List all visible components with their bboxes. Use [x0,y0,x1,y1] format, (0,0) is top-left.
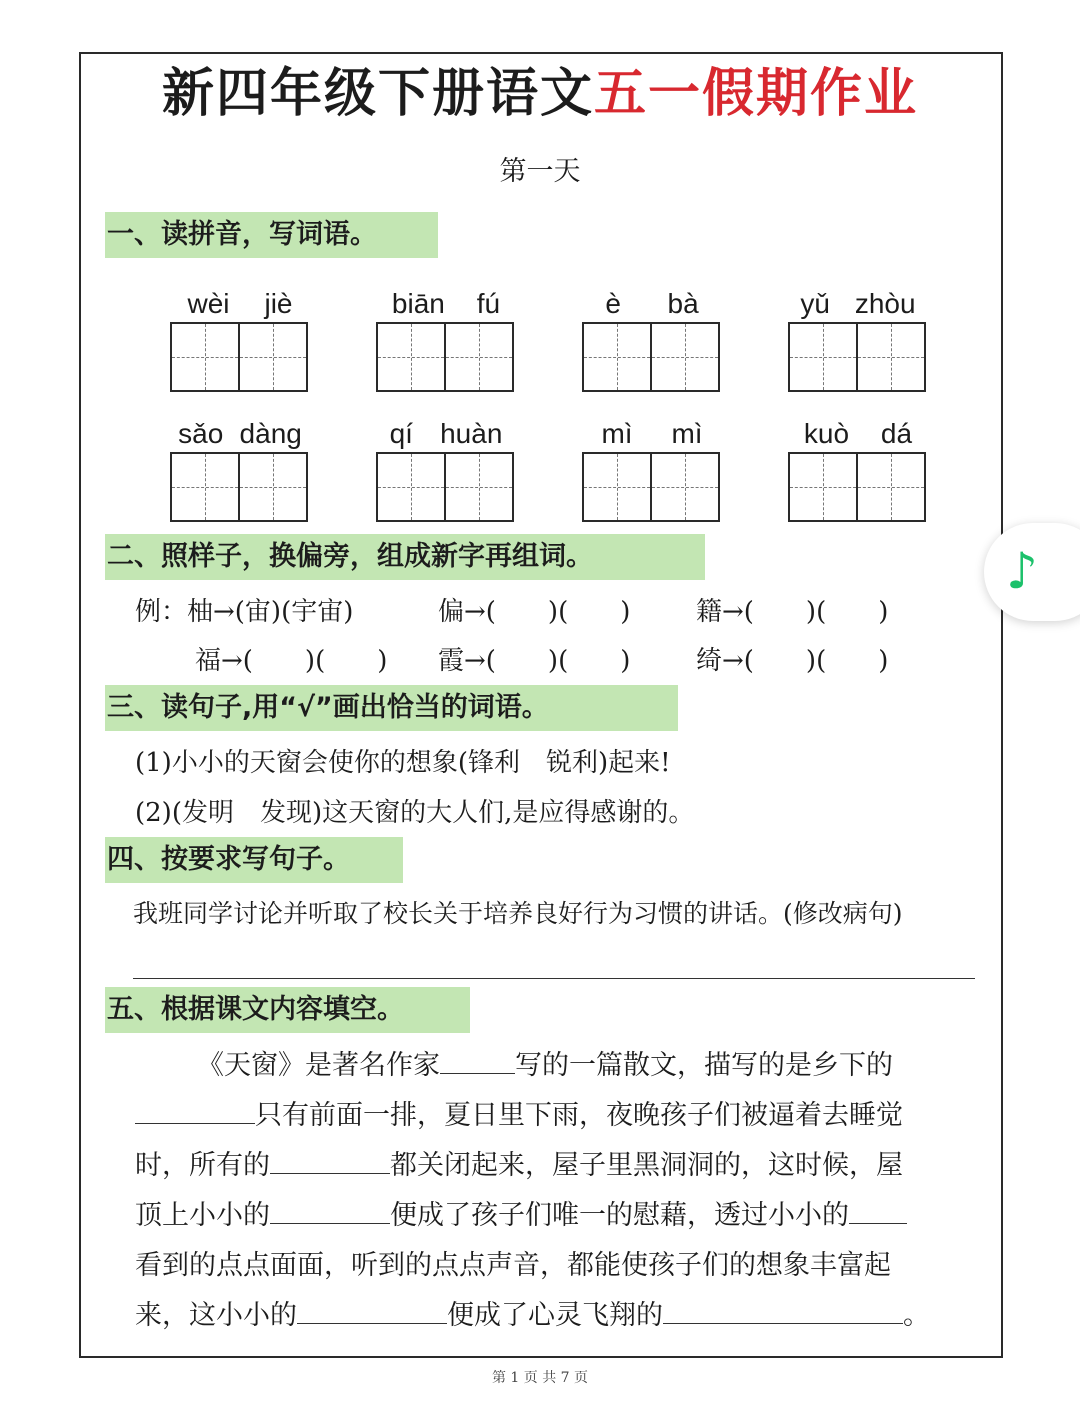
fill-blank[interactable] [270,1145,390,1174]
music-note-icon: ♪ [1006,542,1038,600]
writing-cell[interactable] [788,452,858,522]
pinyin-word-5 [170,416,310,522]
pinyin-syllable: kuò [803,418,850,449]
writing-cell[interactable] [376,452,446,522]
fill-blank[interactable] [270,1195,390,1224]
pinyin-syllable: sǎo [178,418,224,449]
pinyin-syllable: dàng [239,418,302,449]
example-item: 例：柚→(宙)(宇宙) [135,597,354,627]
sentence-2: (2)(发明 发现)这天窗的大人们,是应得感谢的。 [135,798,695,828]
paragraph-text: 《天窗》是著名作家 [197,1050,440,1081]
music-player-button[interactable] [984,523,1080,621]
writing-cell[interactable] [650,452,720,522]
paragraph-text: 便成了心灵飞翔的 [447,1300,663,1331]
pinyin-word-3 [582,286,722,392]
pinyin-syllable: dá [880,418,913,449]
pinyin-syllable: mì [671,418,703,449]
writing-cell[interactable] [238,322,308,392]
paragraph-text: 顶上小小的 [135,1200,270,1231]
radical-item: 偏→( )( ) [438,597,631,627]
fill-blank[interactable] [440,1045,515,1074]
pinyin-word-2 [376,286,516,392]
radical-item: 籍→( )( ) [696,597,889,627]
fill-blank[interactable] [849,1195,907,1224]
writing-cell[interactable] [856,452,926,522]
fill-blank[interactable] [297,1295,447,1324]
writing-cell[interactable] [444,452,514,522]
writing-cell[interactable] [582,322,652,392]
pinyin-syllable: zhòu [854,288,916,319]
section2-heading: 二、照样子，换偏旁，组成新字再组词。 [105,534,705,580]
title-red: 五一假期作业 [594,64,919,124]
writing-cell[interactable] [238,452,308,522]
radical-item: 霞→( )( ) [438,646,631,676]
writing-cell[interactable] [582,452,652,522]
answer-line[interactable] [133,978,975,979]
pinyin-word-1 [170,286,310,392]
paragraph-text: 。 [903,1300,930,1331]
pinyin-syllable: wèi [187,288,230,319]
writing-cell[interactable] [650,322,720,392]
page-title [0,58,1080,130]
pinyin-syllable: è [605,288,621,319]
fill-blank[interactable] [135,1095,255,1124]
pinyin-syllable: biān [391,288,445,319]
pinyin-word-8 [788,416,928,522]
sentence-1: (1)小小的天窗会使你的想象(锋利 锐利)起来! [135,748,671,778]
paragraph-text: 写的一篇散文，描写的是乡下的 [515,1050,893,1081]
pinyin-word-6 [376,416,516,522]
day-subtitle: 第一天 [499,156,581,187]
title-black: 新四年级下册语文 [161,64,594,124]
page-footer: 第 1 页 共 7 页 [491,1370,589,1386]
pinyin-syllable: huàn [440,418,503,449]
pinyin-word-7 [582,416,722,522]
writing-cell[interactable] [170,322,240,392]
fill-in-paragraph [135,1041,975,1341]
paragraph-text: 只有前面一排，夏日里下雨，夜晚孩子们被逼着去睡觉 [255,1100,903,1131]
section4-heading: 四、按要求写句子。 [105,837,403,883]
pinyin-syllable: jiè [264,288,293,319]
radical-item: 福→( )( ) [195,646,388,676]
fill-blank[interactable] [663,1295,903,1324]
paragraph-text: 都关闭起来，屋子里黑洞洞的，这时候，屋 [390,1150,903,1181]
writing-cell[interactable] [788,322,858,392]
writing-cell[interactable] [444,322,514,392]
section5-heading: 五、根据课文内容填空。 [105,987,470,1033]
writing-cell[interactable] [170,452,240,522]
pinyin-syllable: yǔ [800,288,830,319]
pinyin-word-4 [788,286,928,392]
paragraph-text: 便成了孩子们唯一的慰藉，透过小小的 [390,1200,849,1231]
paragraph-text: 看到的点点面面，听到的点点声音，都能使孩子们的想象丰富起 [135,1250,891,1281]
pinyin-syllable: qí [389,418,413,449]
section1-heading: 一、读拼音，写词语。 [105,212,438,258]
radical-item: 绮→( )( ) [696,646,889,676]
paragraph-text: 时，所有的 [135,1150,270,1181]
writing-cell[interactable] [856,322,926,392]
sentence-to-revise: 我班同学讨论并听取了校长关于培养良好行为习惯的讲话。(修改病句) [133,899,903,928]
pinyin-syllable: fú [476,288,501,319]
writing-cell[interactable] [376,322,446,392]
pinyin-syllable: bà [667,288,699,319]
paragraph-text: 来，这小小的 [135,1300,297,1331]
section3-heading: 三、读句子,用“√”画出恰当的词语。 [105,685,678,731]
pinyin-syllable: mì [601,418,633,449]
